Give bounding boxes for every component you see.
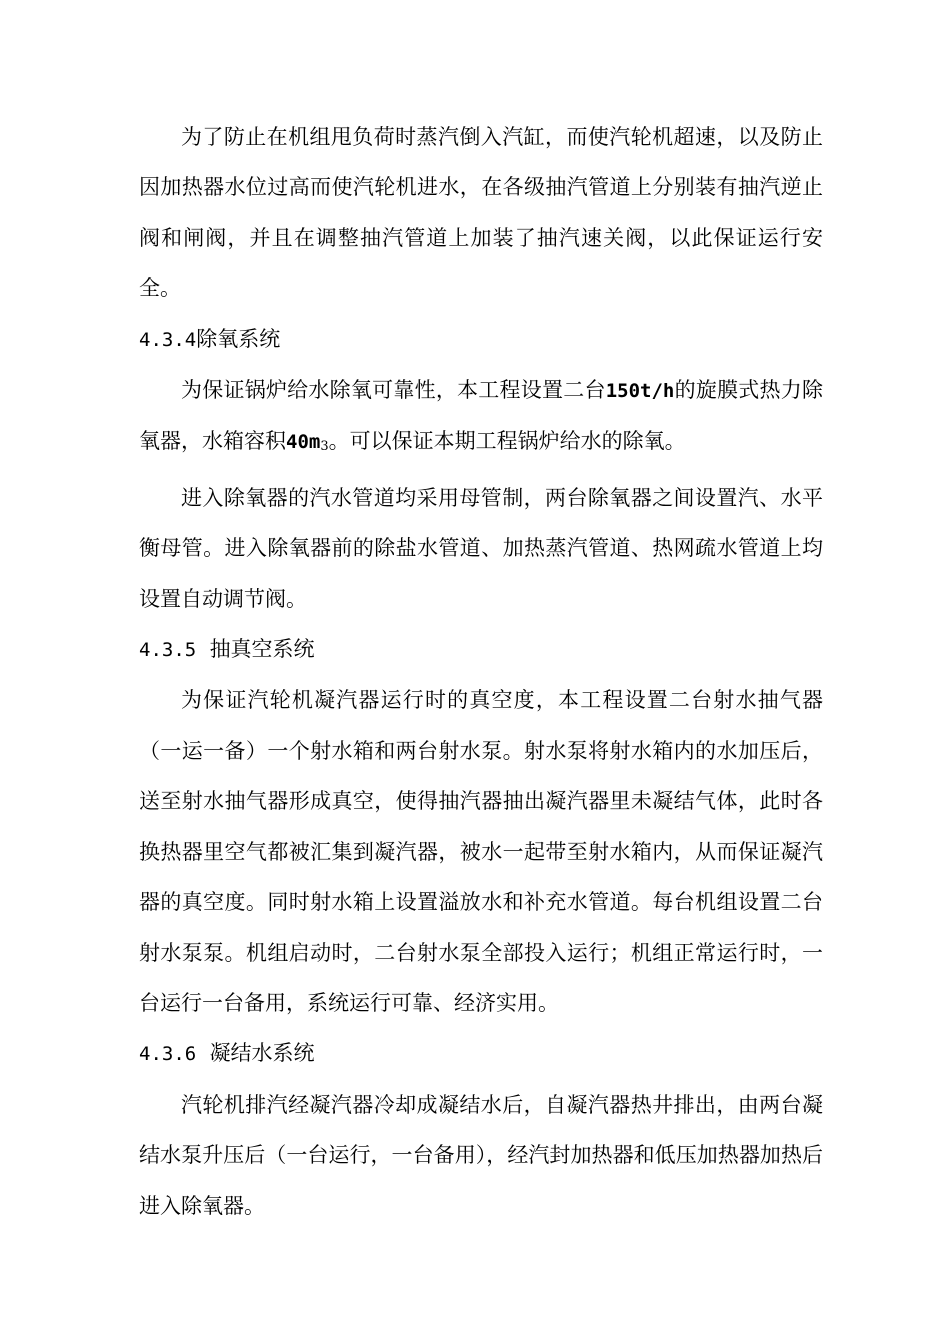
- volume-unit-superscript: 3: [320, 439, 329, 455]
- paragraph-deaerator-capacity: 为保证锅炉给水除氧可靠性，本工程设置二台150t/h的旋膜式热力除氧器，水箱容积40m3。可以保证本期工程锅炉给水的除氧。: [139, 378, 824, 455]
- section-title: 凝结水系统: [209, 1041, 315, 1066]
- section-number: 4.3.6: [139, 1043, 197, 1066]
- capacity-value: 150t/h: [605, 380, 675, 403]
- section-number: 4.3.4: [139, 328, 197, 351]
- section-heading-4-3-5: [139, 624, 823, 675]
- paragraph-vacuum-system: 为保证汽轮机凝汽器运行时的真空度，本工程设置二台射水抽气器（一运一备）一个射水箱和两台射水泵。射水泵将射水箱内的水加压后，送至射水抽气器形成真空，使得抽汽器抽出凝汽器里未凝结气体，此时各换热器里空气都被汇集到凝汽器，被水一起带至射水箱内，从而保证凝汽器的真空度。同时射水箱上设置溢放水和补充水管道。每台机组设置二台射水泵泵。机组启动时，二台射水泵全部投入运行；机组正常运行时，一台运行一台备用，系统运行可靠、经济实用。: [139, 688, 823, 1015]
- document-page: [139, 112, 823, 1231]
- paragraph-condensate-system: 汽轮机排汽经凝汽器冷却成凝结水后，自凝汽器热井排出，由两台凝结水泵升压后（一台运行，一台备用），经汽封加热器和低压加热器加热后进入除氧器。: [139, 1092, 823, 1218]
- volume-value: 40m: [286, 431, 321, 454]
- section-number: 4.3.5: [139, 639, 197, 662]
- section-title: 除氧系统: [196, 326, 281, 351]
- section-title: 抽真空系统: [209, 637, 315, 662]
- paragraph-extraction-check-valves: 为了防止在机组甩负荷时蒸汽倒入汽缸，而使汽轮机超速，以及防止因加热器水位过高而使汽轮机进水，在各级抽汽管道上分别装有抽汽逆止阀和闸阀，并且在调整抽汽管道上加装了抽汽速关阀，以此保证运行安全。: [139, 125, 823, 301]
- section-heading-4-3-6: [139, 1028, 823, 1079]
- paragraph-deaerator-piping: 进入除氧器的汽水管道均采用母管制，两台除氧器之间设置汽、水平衡母管。进入除氧器前的除盐水管道、加热蒸汽管道、热网疏水管道上均设置自动调节阀。: [139, 485, 823, 611]
- section-heading-4-3-4: [139, 314, 823, 365]
